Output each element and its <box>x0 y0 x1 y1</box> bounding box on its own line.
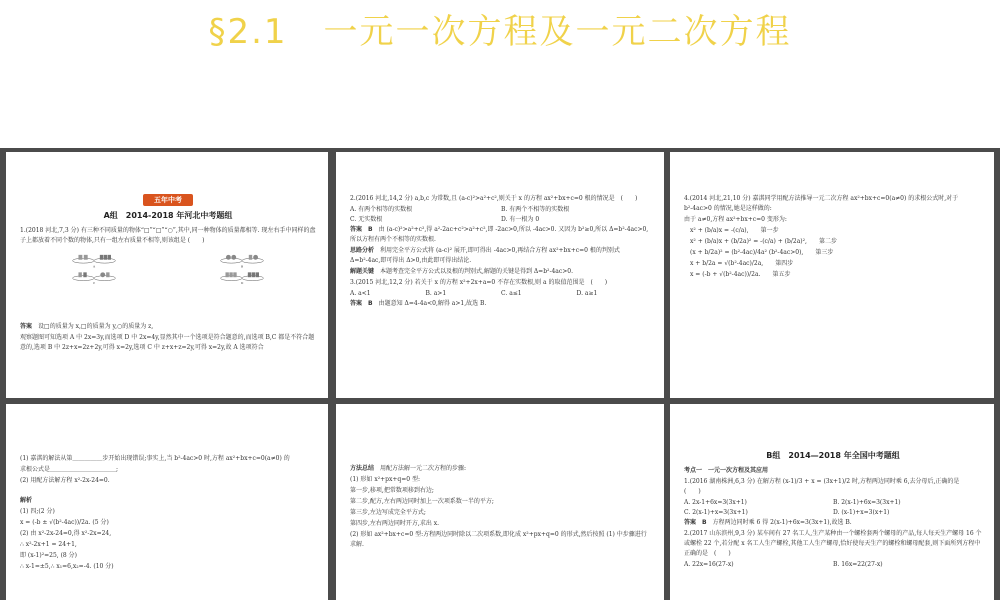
solution-line: (2) 由 x²-2x-24=0,得 x²-2x=24, <box>20 530 112 537</box>
question-3-options: A. a<1 B. a>1 C. a≤1 D. a≥1 <box>350 290 598 297</box>
answer-2: 答案 B 由 (a-c)²>a²+c²,得 a²-2ac+c²>a²+c²,即 -2ac>0,所以 -4ac>0. 又因为 b²≥0,所以 Δ=b²-4ac>0,所以方程有两个不相等的实数根. <box>350 226 649 243</box>
question-b1-options: A. 2x-1+6x=3(3x+1) B. 2(x-1)+6x=3(3x+1) C. 2(x-1)+x=3(3x+1) D. (x-1)+x=3(x+1) <box>684 499 901 516</box>
svg-text:B: B <box>241 264 244 269</box>
solution-label: 解析 <box>20 497 33 504</box>
method-line: (2) 形如 ax²+bx+c=0 型:方程两边同时除以二次项系数,即化成 x²+px+q=0 的形式,然后按照 (1) 中步骤进行求解. <box>350 531 647 548</box>
section-title: 考点一 一元一次方程及其应用 <box>684 467 769 474</box>
question-part-2: (2) 用配方法解方程 x²-2x-24=0. <box>20 477 110 484</box>
question-part-1: (1) 嘉淇的解法从第＿＿＿＿＿步开始出现错误;事实上,当 b²-4ac>0 时,方程 ax²+bx+c=0(a≠0) 的 <box>20 455 290 462</box>
question-1: 1.(2018 河北,7,3 分) 有三种不同质量的物体“□”“□”“○”,其中,同一种物体的质量都相等. 现左右手中同样的盘子上都放着不同个数的物体,只有一组左右质量不相等,则该组是 ( ) <box>20 227 316 244</box>
page-thumbnail-6[interactable] <box>670 404 994 600</box>
question-b2: 2.(2017 山东滨州,9,3 分) 某车间有 27 名工人,生产某种由一个螺栓套两个螺母的产品,每人每天生产螺母 16 个或螺栓 22 个,若分配 x 名工人生产螺栓,其他工人生产螺母,恰好使每天生产的螺栓和螺母配套,则下面所列方程中正确的是 ( ) <box>684 530 982 557</box>
group-title-a: A组 2014-2018 年河北中考题组 <box>103 211 233 220</box>
balance-illustration-icon <box>46 250 142 284</box>
step-line: x = (-b + √(b²-4ac))/2a. 第五步 <box>690 271 791 278</box>
page-thumbnail-4[interactable] <box>6 404 328 600</box>
question-part-1b: 求根公式是＿＿＿＿＿＿＿＿＿＿＿; <box>20 466 119 473</box>
section-badge: 五年中考 <box>143 194 193 206</box>
solution-line: ∴ x-1=±5,∴ x₁=6,x₂=-4. (10 分) <box>20 563 114 570</box>
method-summary: 方法总结 用配方法解一元二次方程的步骤: <box>350 465 467 472</box>
idea-analysis: 思路分析 利用完全平方公式将 (a-c)² 展开,即可得出 -4ac>0,再结合方程 ax²+bx+c=0 根的判别式 Δ=b²-4ac,即可得出 Δ>0,由此即可得出结论. <box>350 247 620 264</box>
method-line: 第一步,移项,把常数项移到右边; <box>350 487 434 494</box>
page-thumbnail-5[interactable] <box>336 404 664 600</box>
method-line: 第三步,左边写成完全平方式; <box>350 509 426 516</box>
page-thumbnail-2[interactable] <box>336 152 664 398</box>
answer-3: 答案 B 由题意知 Δ=4-4a<0,解得 a>1,故选 B. <box>350 300 487 307</box>
step-line: (x + b/2a)² = (b²-4ac)/4a² (b²-4ac>0), 第三步 <box>690 249 834 256</box>
svg-text:D: D <box>241 281 244 284</box>
page-thumbnail-3[interactable] <box>670 152 994 398</box>
question-3: 3.(2015 河北,12,2 分) 若关于 x 的方程 x²+2x+a=0 不存在实数根,则 a 的取值范围是 ( ) <box>350 279 608 286</box>
question-b1: 1.(2016 湖南株洲,6,3 分) 在解方程 (x-1)/3 + x = (3x+1)/2 时,方程两边同时乘 6,去分母后,正确的是 ( ) <box>684 478 966 495</box>
balance-illustrations <box>20 250 316 322</box>
question-2: 2.(2016 河北,14,2 分) a,b,c 为常数,且 (a-c)²>a²+c²,则关于 x 的方程 ax²+bx+c=0 根的情况是 ( ) <box>350 195 638 202</box>
solution-line: ∴ x²-2x+1 = 24+1, <box>20 541 77 548</box>
answer-b1: 答案 B 方程两边同时乘 6 得 2(x-1)+6x=3(3x+1),故选 B. <box>684 519 852 526</box>
step-line: x² + (b/a)x = -(c/a), 第一步 <box>690 227 779 234</box>
svg-text:A: A <box>93 264 96 269</box>
method-line: 第四步,左右两边同时开方,求出 x. <box>350 520 440 527</box>
question-b2-options: A. 22x=16(27-x) B. 16x=22(27-x) <box>684 561 883 568</box>
derivation-steps <box>684 226 982 280</box>
solution-1: 观察题图可知选项 A 中 2x=3y,而选项 D 中 2x=4y,显然其中一个选项是符合题意的,而选项 B,C 都是不符合题意的,选项 B 中 2z+x=2z+2y,可得 x=2y,选项 C 中 z+x+z=2y,可得 x=2y,故 A 选项符合 <box>20 334 315 351</box>
group-title-b: B组 2014—2018 年全国中考题组 <box>766 451 900 460</box>
page-thumbnail-1[interactable] <box>6 152 328 398</box>
solution-line: 即 (x-1)²=25, (8 分) <box>20 552 78 559</box>
step-line: x + b/2a = √(b²-4ac)/2a, 第四步 <box>690 260 794 267</box>
question-2-options: A. 有两个相等的实数根 B. 有两个不相等的实数根 C. 无实数根 D. 有一根为 0 <box>350 206 570 223</box>
method-line: 第二步,配方,左右两边同时加上一次项系数一半的平方; <box>350 498 494 505</box>
given-line: 由于 a≠0,方程 ax²+bx+c=0 变形为: <box>684 216 787 223</box>
page-title: §2.1 一元一次方程及一元二次方程 <box>208 12 792 52</box>
answer-1: 答案 设□的质量为 x,□的质量为 y,○的质量为 z, <box>20 323 154 330</box>
balance-illustration-icon <box>194 250 290 284</box>
key-point: 解题关键 本题考查完全平方公式以及根的判别式,解题的关键是得到 Δ=b²-4ac>0. <box>350 268 573 275</box>
step-line: x² + (b/a)x + (b/2a)² = -(c/a) + (b/2a)², 第二步 <box>690 238 837 245</box>
solution-line: (1) 四;(2 分) <box>20 508 55 515</box>
svg-text:C: C <box>93 281 96 284</box>
solution-line: x = (-b ± √(b²-4ac))/2a. (5 分) <box>20 519 109 526</box>
question-4: 4.(2014 河北,21,10 分) 嘉淇同学用配方法推导一元二次方程 ax²+bx+c=0(a≠0) 的求根公式时,对于 b²-4ac>0 的情况,她是这样做的: <box>684 195 959 212</box>
method-line: (1) 形如 x²+px+q=0 型: <box>350 476 420 483</box>
